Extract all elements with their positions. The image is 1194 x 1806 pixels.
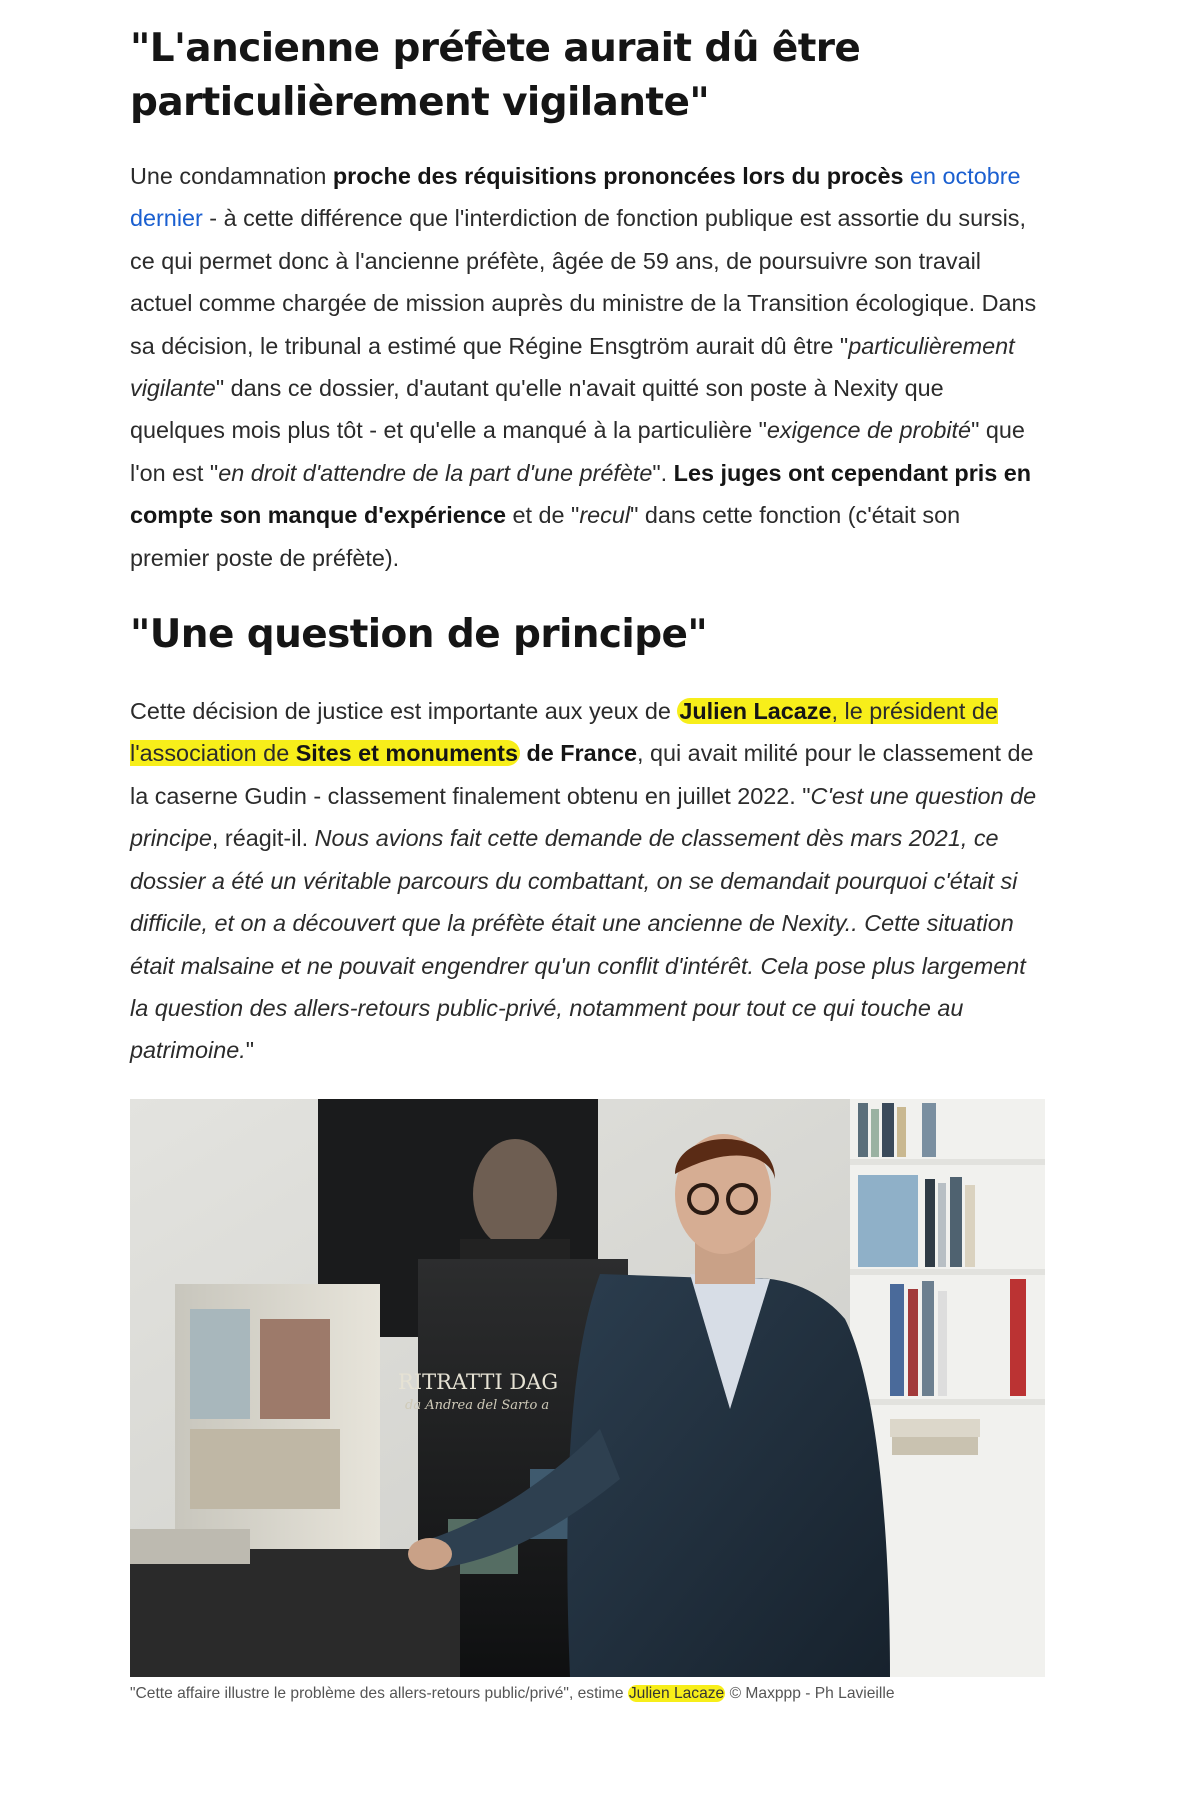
text: " dans ce dossier, d'autant qu'elle n'avait quitté son poste à Nexity que quelques mois plus tôt - et qu'elle a manqué à la particulière " [130, 375, 944, 444]
bold-text: proche des réquisitions prononcées lors du procès [332, 163, 904, 189]
photo-caption [130, 1684, 1045, 1704]
article-photo [130, 1099, 1045, 1677]
poster-title: RITRATTI DAG [398, 1369, 559, 1394]
bold-text: Sites et monuments [295, 740, 518, 767]
text: Une condamnation [130, 163, 333, 189]
text: , qui avait milité pour le classement de la caserne Gudin - classement finalement obtenu en juillet 2022. " [130, 740, 1034, 809]
italic-text: recul [579, 502, 631, 529]
poster-subtitle: da Andrea del Sarto a [405, 1397, 550, 1413]
caption-text: "Cette affaire illustre le problème des allers-retours public/privé", estime [130, 1684, 628, 1702]
bold-text: Les juges ont cependant pris en compte son manque d'expérience [130, 459, 1032, 529]
section-heading-prefete: "L'ancienne préfète aurait dû être particulièrement vigilante" [130, 26, 861, 125]
text: , réagit-il. [211, 825, 315, 852]
link-octobre-dernier[interactable]: en octobre dernier [130, 163, 1021, 232]
text: " dans cette fonction (c'était son premier poste de préfète). [130, 502, 961, 571]
text: ". [652, 459, 674, 486]
text: - à cette différence que l'interdiction de fonction publique est assortie du sursis, ce qui permet donc à l'ancienne préfète, âgée de 59 ans, de poursuivre son travail actuel comme chargée de mission auprès du ministre de la Transition écologique. Dans sa décision, le tribunal a estimé que Régine Ensgtröm aurait dû être " [130, 205, 1037, 359]
text: " [245, 1037, 255, 1064]
text: et de " [506, 502, 580, 529]
paragraph-decision [130, 690, 1045, 1072]
text: , le président de l'association de [130, 698, 998, 767]
paragraph-condamnation [130, 155, 1045, 579]
italic-text: Nous avions fait cette demande de classement dès mars 2021, ce dossier a été un véritable parcours du combattant, on se demandait pourquoi c'était si difficile, et on a découvert que la préfète était une ancienne de Nexity.. Cette situation était malsaine et ne pouvait engendrer qu'un conflit d'intérêt. Cela pose plus largement la question des allers-retours public-privé, notamment pour tout ce qui touche au patrimoine. [130, 825, 1026, 1064]
italic-text: C'est une question de principe [130, 782, 1037, 852]
article [130, 22, 1045, 1704]
caption-credit: © Maxppp - Ph Lavieille [725, 1684, 895, 1702]
italic-text: exigence de probité [766, 417, 972, 444]
text: Cette décision de justice est importante aux yeux de [130, 698, 678, 725]
photo-illustration [130, 1099, 1045, 1677]
text: " que l'on est " [130, 417, 1025, 486]
bold-text: de France [519, 740, 637, 767]
italic-text: en droit d'attendre de la part d'une préfète [218, 459, 653, 486]
caption-highlight: Julien Lacaze [628, 1684, 725, 1702]
section-heading-principe: "Une question de principe" [130, 612, 708, 658]
italic-text: particulièrement vigilante [130, 332, 1015, 402]
bold-text: Julien Lacaze [679, 698, 832, 725]
